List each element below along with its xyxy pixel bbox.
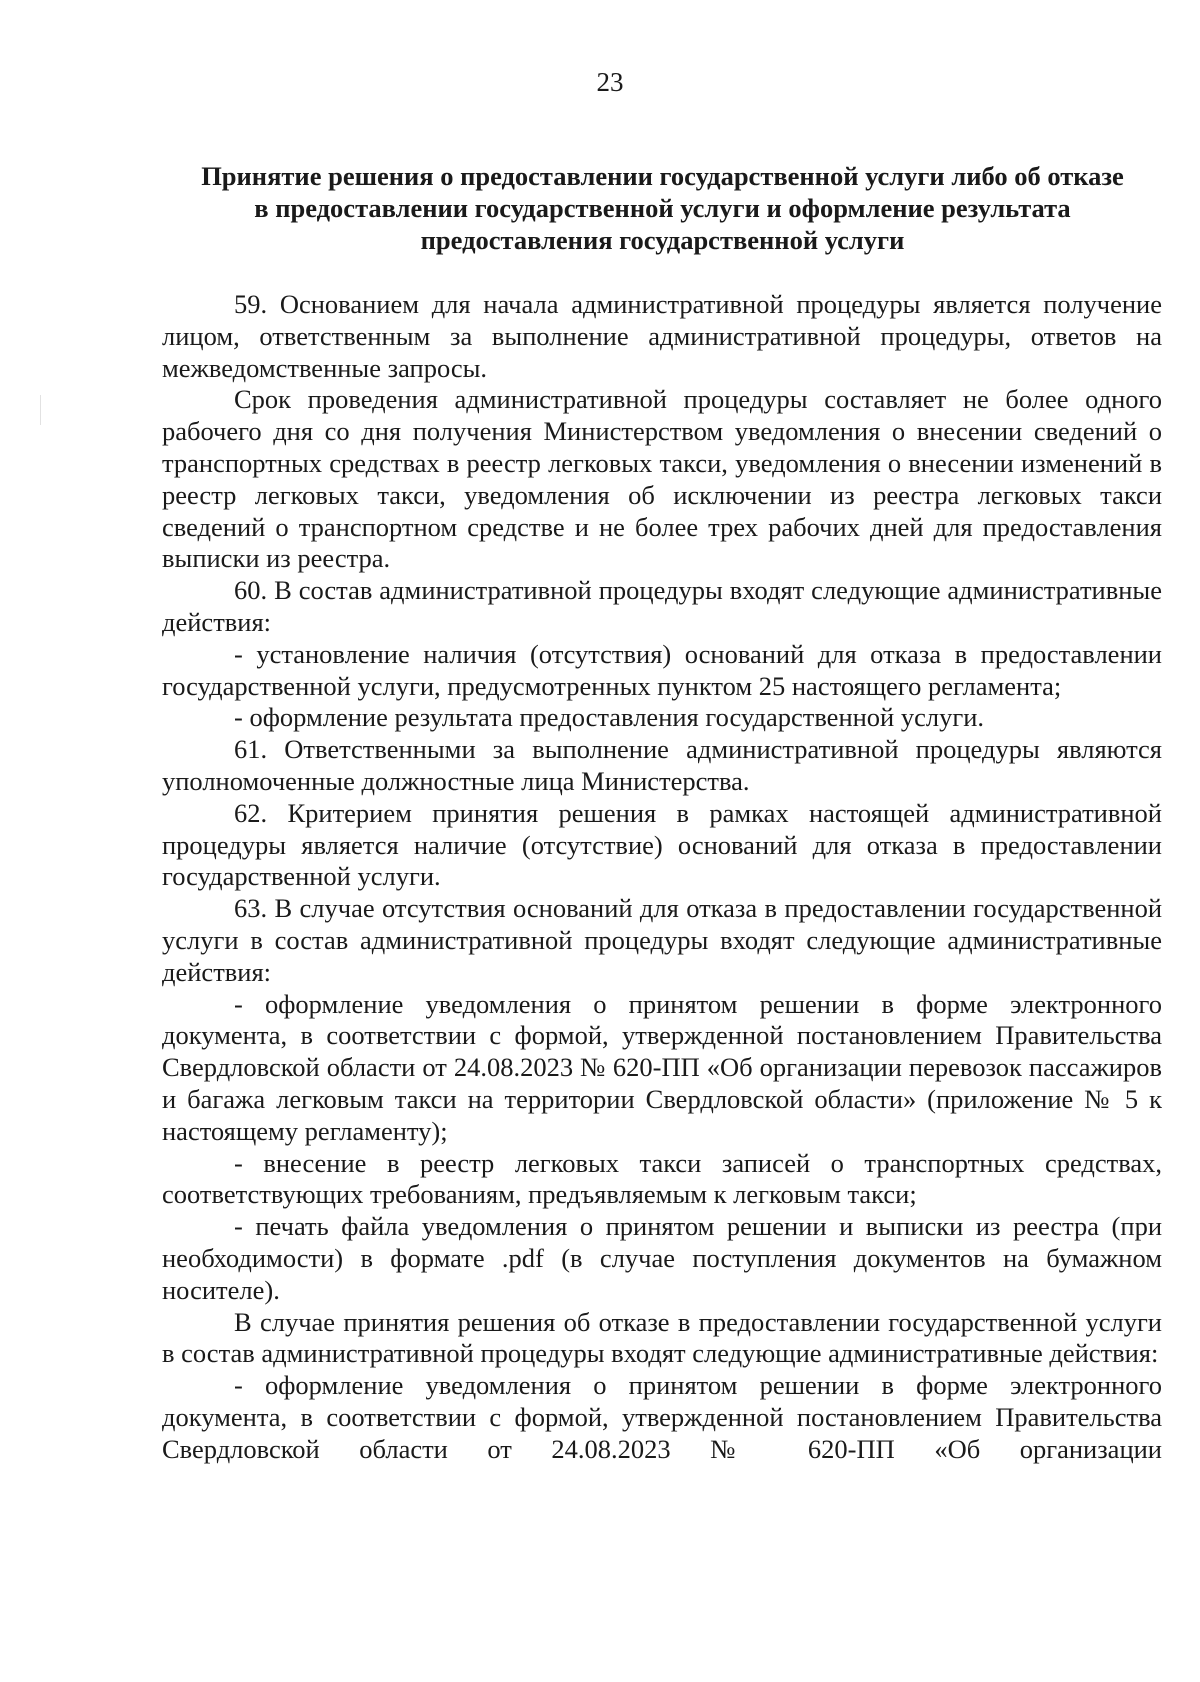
list-item: - оформление уведомления о принятом решении в форме электронного документа, в соответствии с формой, утвержденной постановлением Правительства Свердловской области от 24.08.2023 № 620-ПП «Об организации перевозок пассажиров и багажа легковым такси на территории Свердловской области» (приложение № 5 к настоящему регламенту);: [162, 988, 1162, 1146]
list-item: - внесение в реестр легковых такси записей о транспортных средствах, соответствующих требованиям, предъявляемым к легковым такси;: [162, 1147, 1162, 1210]
paragraph-62: 62. Критерием принятия решения в рамках настоящей административной процедуры является наличие (отсутствие) оснований для отказа в предоставлении государственной услуги.: [162, 797, 1162, 892]
page-number: 23: [596, 67, 624, 97]
scan-margin-mark: [40, 395, 41, 425]
heading-line: Принятие решения о предоставлении государственной услуги либо об отказе: [201, 161, 1124, 191]
paragraph-59: 59. Основанием для начала административной процедуры является получение лицом, ответственным за выполнение административной процедуры, ответов на межведомственные запросы.: [162, 289, 1162, 383]
section-heading: [165, 160, 1160, 256]
list-item: - печать файла уведомления о принятом решении и выписки из реестра (при необходимости) в формате .pdf (в случае поступления документов на бумажном носителе).: [162, 1211, 1162, 1305]
paragraph-refusal-case: В случае принятия решения об отказе в предоставлении государственной услуги в состав административной процедуры входят следующие административные действия:: [162, 1306, 1162, 1369]
list-item: - оформление уведомления о принятом решении в форме электронного документа, в соответствии с формой, утвержденной постановлением Правительства Свердловской области от 24.08.2023 № 620-ПП «Об организации: [162, 1370, 1162, 1464]
heading-line: предоставления государственной услуги: [420, 225, 905, 255]
list-item: - установление наличия (отсутствия) оснований для отказа в предоставлении государственной услуги, предусмотренных пунктом 25 настоящего регламента;: [162, 638, 1162, 701]
paragraph-61: 61. Ответственными за выполнение административной процедуры являются уполномоченные должностные лица Министерства.: [162, 734, 1162, 796]
heading-line: в предоставлении государственной услуги и оформление результата: [254, 193, 1071, 223]
paragraph-63: 63. В случае отсутствия оснований для отказа в предоставлении государственной услуги в состав административной процедуры входят следующие административные действия:: [162, 893, 1162, 987]
paragraph-deadline: Срок проведения административной процедуры составляет не более одного рабочего дня со дня получения Министерством уведомления о внесении сведений о транспортных средствах в реестр легковых такси, уведомления о внесении изменений в реестр легковых такси, уведомления об исключении из реестра легковых такси сведений о транспортном средстве и не более трех рабочих дней для предоставления выписки из реестра.: [162, 384, 1162, 574]
document-body: [162, 289, 1162, 1465]
paragraph-60: 60. В состав административной процедуры входят следующие административные действия:: [162, 575, 1162, 637]
list-item: - оформление результата предоставления государственной услуги.: [234, 702, 985, 733]
